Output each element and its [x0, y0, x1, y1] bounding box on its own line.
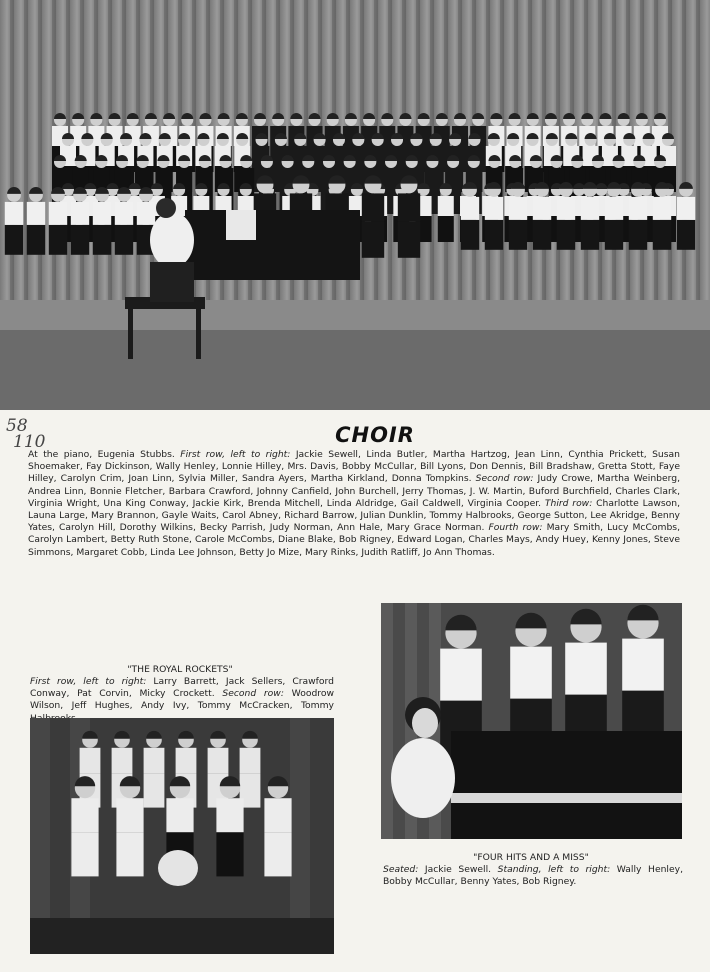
- choir-caption-part: Mary Smith, Lucy McCombs, Carolyn Lambert, Betty Ruth Stone, Carole McCombs, Diane Blake, Bob Rigney, Edward Logan, Charles Mays, Andy Huey, Kenny Jones, Steve Simmons, Margaret Cobb, Linda Lee Johnson, Betty Jo Mize, Mary Rinks, Judith Ratliff, Jo Ann Thomas.: [28, 522, 681, 558]
- royal-rockets-caption-part: Second row:: [222, 688, 292, 700]
- four-hits-caption-part: Standing, left to right:: [497, 864, 617, 875]
- four-hits-title: "FOUR HITS AND A MISS": [473, 852, 589, 863]
- royal-rockets-photo: [30, 718, 334, 954]
- choir-caption-part: Third row:: [544, 497, 597, 509]
- choir-photo-image: [0, 0, 710, 410]
- handwritten-number-2: 110: [13, 432, 46, 452]
- choir-photo: [0, 0, 710, 410]
- royal-rockets-photo-image: [30, 718, 334, 954]
- choir-caption-part: Fourth row:: [488, 522, 547, 534]
- choir-caption-part: Judy Crowe, Martha Weinberg, Andrea Linn, Bonnie Fletcher, Barbara Crawford, Johnny Canfield, John Burchell, Jerry Thomas, J. W. Martin, Buford Burchfield, Charles Clark, Virginia Wright, Una King Conway, Jackie Kirk, Brenda Mitchell, Linda Aldridge, Gail Caldwell, Virginia Cooper.: [28, 473, 680, 509]
- choir-caption-part: Jackie Sewell, Linda Butler, Martha Hartzog, Jean Linn, Cynthia Prickett, Susan Shoemaker, Fay Dickinson, Wally Henley, Lonnie Hilley, Mrs. Davis, Bobby McCullar, Bill Lyons, Don Dennis, Bill Bradshaw, Gretta Stott, Faye Hilley, Carolyn Crim, Joan Linn, Sylvia Miller, Sandra Ayers, Martha Kirkland, Donna Tompkins.: [28, 449, 680, 485]
- royal-rockets-caption-part: First row, left to right:: [30, 676, 154, 687]
- choir-caption: [28, 449, 680, 559]
- royal-rockets-caption-part: Larry Barrett, Jack Sellers, Crawford Conway, Pat Corvin, Micky Crockett.: [30, 676, 334, 700]
- choir-title: CHOIR: [335, 423, 415, 447]
- four-hits-photo-image: [381, 603, 682, 839]
- handwritten-number-1: 58: [6, 416, 28, 436]
- royal-rockets-caption-part: Woodrow Wilson, Jeff Hughes, Andy Ivy, Tommy McCracken, Tommy: [30, 688, 334, 712]
- four-hits-photo: [381, 603, 682, 839]
- four-hits-caption-part: Wally Henley, Bobby McCullar, Benny Yates, Bob Rigney.: [383, 864, 683, 888]
- four-hits-caption-part: Jackie Sewell.: [424, 864, 498, 875]
- choir-caption-part: First row, left to right:: [180, 449, 296, 460]
- royal-rockets-title: "THE ROYAL ROCKETS": [127, 664, 233, 675]
- four-hits-caption-part: Seated:: [383, 864, 425, 875]
- choir-caption-part: Second row:: [475, 473, 538, 485]
- choir-caption-part: Charlotte Lawson, Launa Large, Mary Brannon, Gayle Waits, Carol Abney, Richard Barrow, Julian Dunklin, Tommy Halbrooks, George Sutton, Lee Akridge, Benny Yates, Carolyn Hill, Dorothy Wilkins, Becky Parrish, Judy Norman, Ann Hale, Mary Grace Norman.: [28, 497, 681, 534]
- choir-caption-part: At the piano, Eugenia Stubbs.: [28, 449, 181, 460]
- four-hits-caption: [383, 864, 683, 888]
